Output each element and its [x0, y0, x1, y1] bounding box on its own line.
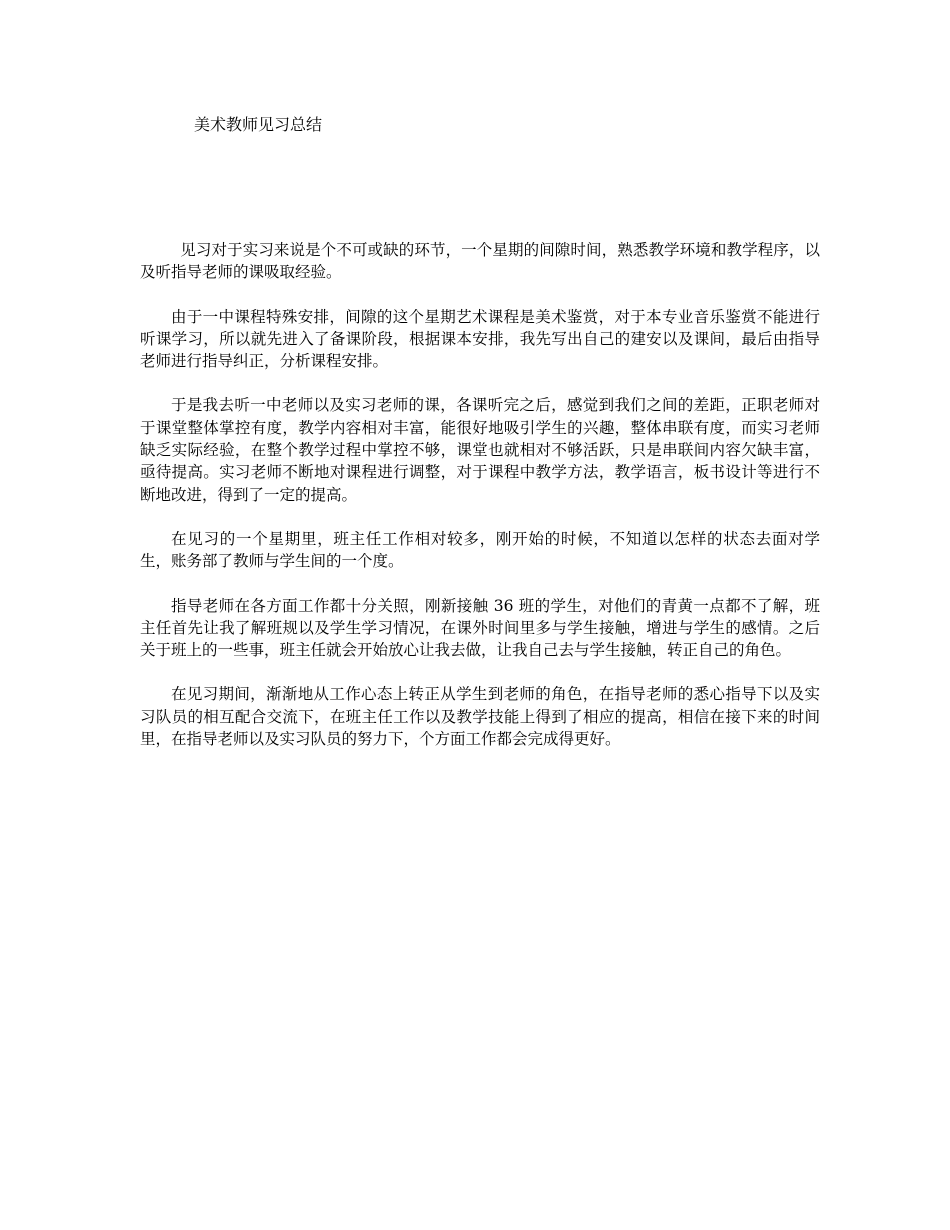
paragraph-2: 由于一中课程特殊安排，间隙的这个星期艺术课程是美术鉴赏，对于本专业音乐鉴赏不能进行听课学习，所以就先进入了备课阶段，根据课本安排，我先写出自己的建安以及课间，最后由指导老师进行指导纠正，分析课程安排。 — [140, 307, 820, 371]
paragraph-6: 在见习期间，渐渐地从工作心态上转正从学生到老师的角色，在指导老师的悉心指导下以及实习队员的相互配合交流下，在班主任工作以及教学技能上得到了相应的提高，相信在接下来的时间里，在指导老师以及实习队员的努力下，个方面工作都会完成得更好。 — [140, 685, 820, 749]
paragraph-3: 于是我去听一中老师以及实习老师的课，各课听完之后，感觉到我们之间的差距，正职老师对于课堂整体掌控有度，教学内容相对丰富，能很好地吸引学生的兴趣，整体串联有度，而实习老师缺乏实际经验，在整个教学过程中掌控不够，课堂也就相对不够活跃，只是串联间内容欠缺丰富，亟待提高。实习老师不断地对课程进行调整，对于课程中教学方法，教学语言，板书设计等进行不断地改进，得到了一定的提高。 — [140, 396, 820, 504]
document-body — [140, 239, 820, 772]
paragraph-1: 见习对于实习来说是个不可或缺的环节，一个星期的间隙时间，熟悉教学环境和教学程序，以及听指导老师的课吸取经验。 — [140, 241, 820, 282]
document-title: 美术教师见习总结 — [194, 115, 323, 134]
paragraph-5: 指导老师在各方面工作都十分关照，刚新接触 36 班的学生，对他们的青黄一点都不了解，班主任首先让我了解班规以及学生学习情况，在课外时间里多与学生接触，增进与学生的感情。之后关于班上的一些事，班主任就会开始放心让我去做，让我自己去与学生接触，转正自己的角色。 — [140, 596, 820, 660]
paragraph-4: 在见习的一个星期里，班主任工作相对较多，刚开始的时候，不知道以怎样的状态去面对学生，账务部了教师与学生间的一个度。 — [140, 529, 820, 571]
